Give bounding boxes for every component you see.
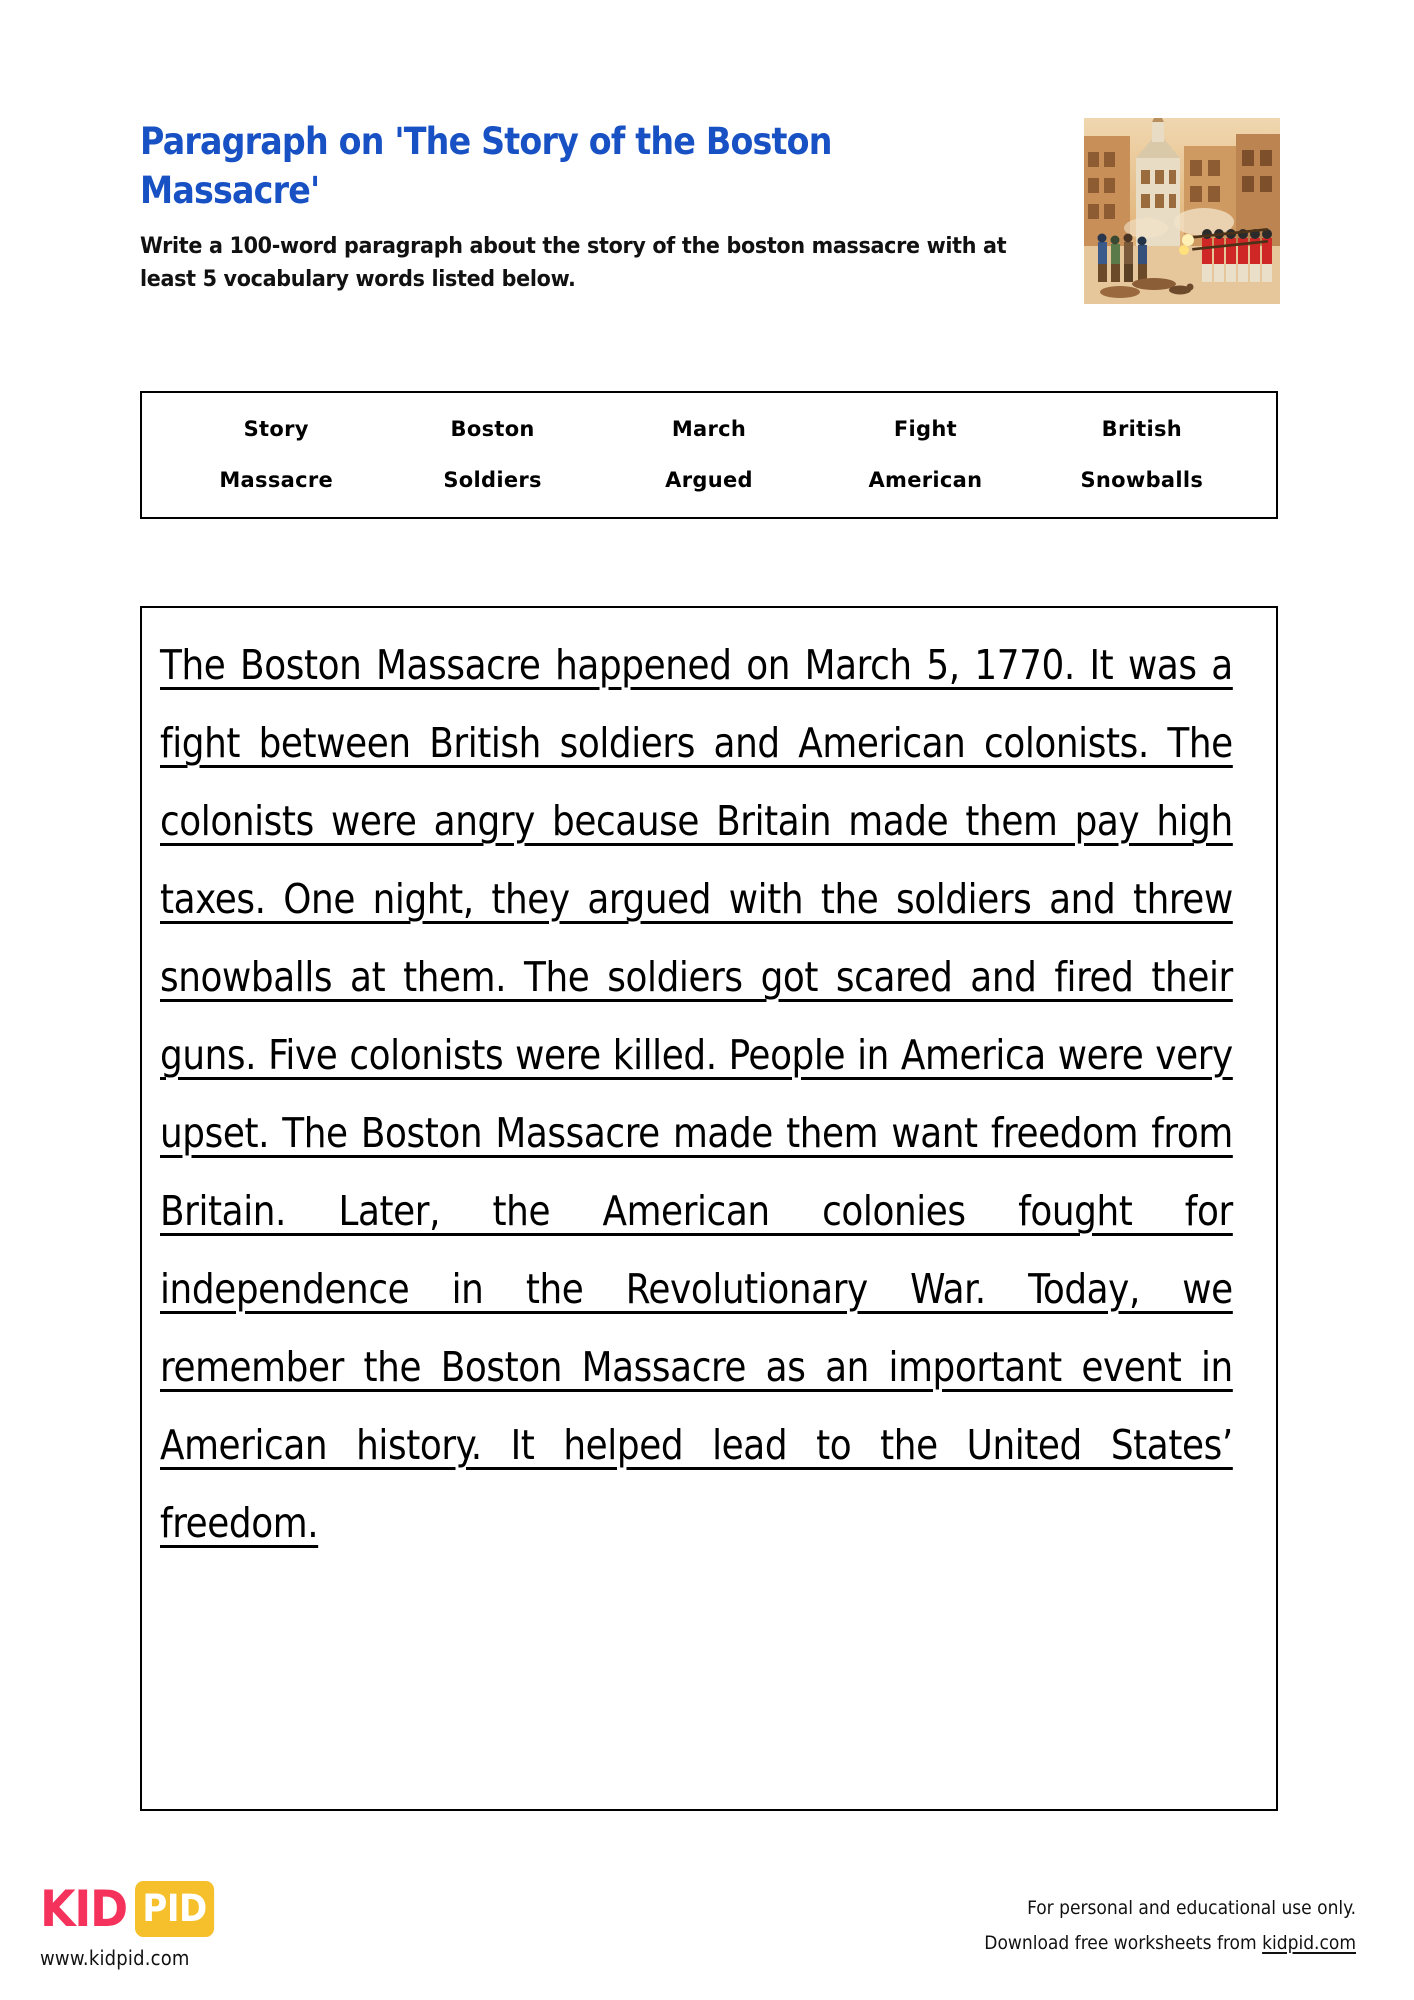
kidpid-link[interactable]: kidpid.com xyxy=(1262,1932,1356,1955)
vocab-word: Fight xyxy=(893,417,957,442)
vocab-word: Boston xyxy=(450,417,535,442)
logo-url-text: www.kidpid.com xyxy=(40,1946,190,1970)
vocabulary-row-2 xyxy=(168,455,1250,506)
footer xyxy=(0,1875,1414,2000)
page-title: Paragraph on 'The Story of the Boston Massacre' xyxy=(140,120,832,212)
vocab-word: American xyxy=(868,468,983,492)
answer-paragraph[interactable] xyxy=(160,626,1233,1562)
vocabulary-row-1 xyxy=(168,404,1250,455)
logo-kid-text: KID xyxy=(40,1880,127,1938)
answer-paragraph-text: The Boston Massacre happened on March 5, 1770. It was a fight between British soldiers and American colonists. The colonists were angry because Britain made them pay high taxes. One night, they argued with the soldiers and threw snowballs at them. The soldiers got scared and fired their guns. Five colonists were killed. People in America were very upset. The Boston Massacre made them want freedom from Britain. Later, the American colonies fought for independence in the Revolutionary War. Today, we remember the Boston Massacre as an important event in American history. It helped lead to the United States’ freedom. xyxy=(160,641,1233,1547)
logo-marks xyxy=(40,1881,221,1937)
vocab-word: Soldiers xyxy=(443,468,542,492)
logo-pid-badge: PID xyxy=(135,1881,214,1937)
vocab-word: British xyxy=(1101,417,1182,442)
vocab-word: Massacre xyxy=(219,468,334,492)
boston-massacre-image xyxy=(1084,118,1280,304)
vocab-word: March xyxy=(671,417,747,442)
header-text-block xyxy=(140,118,1030,297)
footer-notice-line2 xyxy=(984,1926,1356,1961)
footer-notice-prefix: Download free worksheets from xyxy=(984,1932,1263,1955)
vocab-word: Argued xyxy=(665,468,753,492)
footer-notice xyxy=(984,1891,1356,1961)
answer-box[interactable] xyxy=(140,606,1278,1811)
vocab-word: Snowballs xyxy=(1080,468,1204,492)
instruction-text: Write a 100-word paragraph about the story of the boston massacre with at least 5 vocabulary words listed below. xyxy=(140,232,1007,293)
kidpid-logo[interactable] xyxy=(40,1881,221,1970)
boston-massacre-illustration xyxy=(1084,118,1280,304)
header xyxy=(140,118,1280,304)
vocab-word: Story xyxy=(243,417,309,442)
vocabulary-box xyxy=(140,391,1278,519)
footer-notice-line1: For personal and educational use only. xyxy=(1027,1897,1356,1919)
